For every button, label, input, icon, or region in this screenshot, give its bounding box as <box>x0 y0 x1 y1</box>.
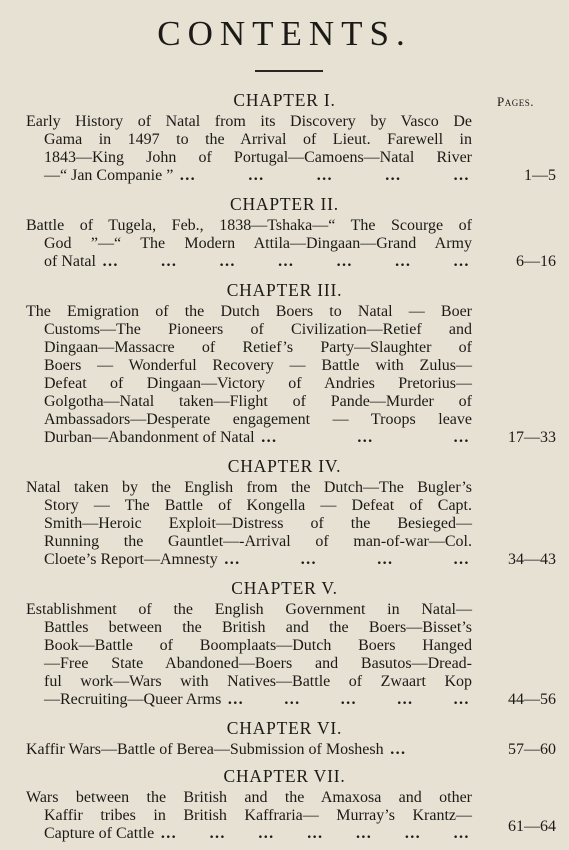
page-range: 1—5 <box>524 167 556 184</box>
entry-last-line <box>44 825 472 843</box>
chapter-heading: CHAPTER IV. <box>227 456 342 476</box>
entry-line: Wars between the British and the Amaxosa and other <box>26 789 472 806</box>
entry-line: —Free State Abandoned—Boers and Basutos—Dread- <box>44 655 472 672</box>
entry-line: Book—Battle of Boomplaats—Dutch Boers Hanged <box>44 637 472 654</box>
page-title: CONTENTS. <box>157 14 412 53</box>
entry-last-line <box>44 429 472 447</box>
leader-dots: … … … … <box>223 551 472 568</box>
entry-line: ful work—Wars with Natives—Battle of Zwaart Kop <box>44 673 472 690</box>
entry-last-line <box>44 253 472 271</box>
entry-line: Dingaan—Massacre of Retief’s Party—Slaughter of <box>44 339 472 356</box>
entry-line: Natal taken by the English from the Dutch—The Bugler’s <box>26 479 472 496</box>
entry-line: Ambassadors—Desperate engagement — Troops leave <box>44 411 472 428</box>
entry-line: Establishment of the English Government in Natal— <box>26 601 472 618</box>
entry-last-line <box>44 167 472 185</box>
entry-line: Story — The Battle of Kongella — Defeat of Capt. <box>44 497 472 514</box>
chapter-heading: CHAPTER I. <box>233 90 336 110</box>
pages-column-label: Pages. <box>497 94 534 109</box>
entry-line: Early History of Natal from its Discovery by Vasco De <box>26 113 472 130</box>
entry-line: 1843—King John of Portugal—Camoens—Natal River <box>44 149 472 166</box>
entry-line: Battle of Tugela, Feb., 1838—Tshaka—“ The Scourge of <box>26 217 472 234</box>
entry-line: Running the Gauntlet—-Arrival of man-of-war—Col. <box>44 533 472 550</box>
entry-line: Capture of Cattle <box>44 825 155 842</box>
leader-dots: … … … <box>260 429 472 446</box>
page-range: 17—33 <box>508 429 556 446</box>
entry-line: Kaffir Wars—Battle of Berea—Submission of Moshesh <box>26 741 384 758</box>
chapter-heading: CHAPTER II. <box>230 194 339 214</box>
entry-last-line <box>44 691 472 709</box>
leader-dots: … … … … … … … <box>101 253 472 270</box>
entry-line: Customs—The Pioneers of Civilization—Retief and <box>44 321 472 338</box>
entry-line: Cloete’s Report—Amnesty <box>44 551 218 568</box>
entry-line: Kaffir tribes in British Kaffraria— Murray’s Krantz— <box>44 807 472 824</box>
page-range: 6—16 <box>516 253 556 270</box>
chapter-heading: CHAPTER V. <box>231 578 338 598</box>
leader-dots: … <box>389 741 409 758</box>
entry-line: The Emigration of the Dutch Boers to Natal — Boer <box>26 303 472 320</box>
entry-last-line <box>44 551 472 569</box>
entry-line: Durban—Abandonment of Natal <box>44 429 255 446</box>
entry-line: God ”—“ The Modern Attila—Dingaan—Grand Army <box>44 235 472 252</box>
entry-line: Golgotha—Natal taken—Flight of Pande—Murder of <box>44 393 472 410</box>
title-rule <box>255 70 323 72</box>
entry-line: of Natal <box>44 253 96 270</box>
leader-dots: … … … … … <box>179 167 472 184</box>
entry-line: Battles between the British and the Boers—Bisset’s <box>44 619 472 636</box>
entry-line: Smith—Heroic Exploit—Distress of the Besieged— <box>44 515 472 532</box>
chapter-heading: CHAPTER III. <box>226 280 343 300</box>
leader-dots: … … … … … <box>227 691 472 708</box>
chapter-heading: CHAPTER VII. <box>223 766 346 786</box>
entry-line: Boers — Wonderful Recovery — Battle with Zulus— <box>44 357 472 374</box>
entry-line: Defeat of Dingaan—Victory of Andries Pretorius— <box>44 375 472 392</box>
page-range: 61—64 <box>508 818 556 835</box>
page-range: 57—60 <box>508 741 556 758</box>
entry-line: —“ Jan Companie ” <box>44 167 174 184</box>
leader-dots: … … … … … … … <box>160 825 472 842</box>
page-range: 44—56 <box>508 691 556 708</box>
entry-line: Gama in 1497 to the Arrival of Lieut. Farewell in <box>44 131 472 148</box>
page-range: 34—43 <box>508 551 556 568</box>
entry-last-line <box>26 741 472 759</box>
entry-line: —Recruiting—Queer Arms <box>44 691 222 708</box>
chapter-heading: CHAPTER VI. <box>226 718 343 738</box>
